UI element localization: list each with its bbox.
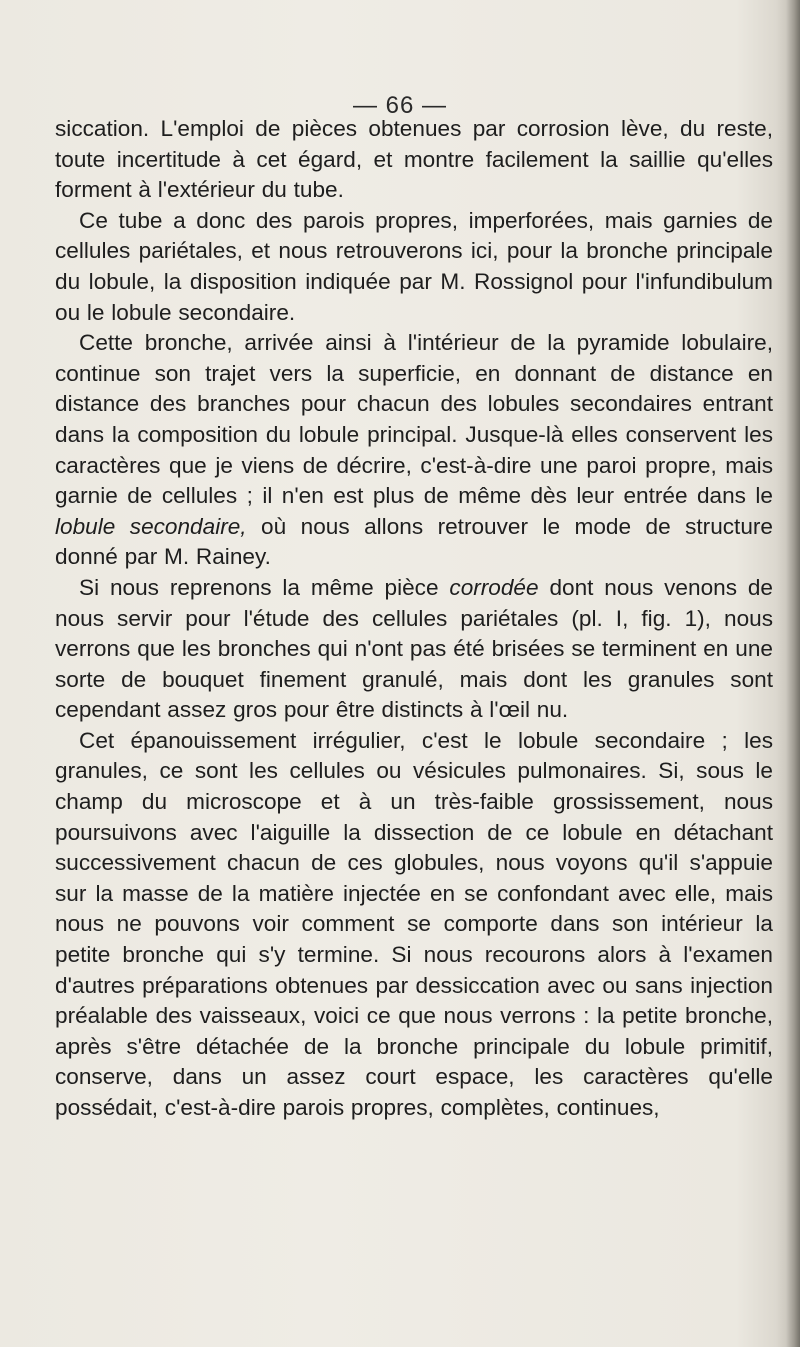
- paragraph-3-text-b: où nous allons retrouver le mode de structure donné par M. Rainey.: [55, 513, 773, 570]
- paragraph-1: siccation. L'emploi de pièces obtenues par corrosion lève, du reste, toute incertitude à cet égard, et montre facilement la saillie qu'elles forment à l'extérieur du tube.: [55, 116, 773, 203]
- paragraph-5: Cet épanouissement irrégulier, c'est le lobule secondaire ; les granules, ce sont les cellules ou vésicules pulmonaires. Si, sous le champ du microscope et à un très-faible grossissement, nous poursuivons avec l'aiguille la dissection de ce lobule en détachant successivement chacun de ces globules, nous voyons qu'il s'appuie sur la masse de la matière injectée en se confondant avec elle, mais nous ne pouvons voir comment se comporte dans son intérieur la petite bronche qui s'y termine. Si nous recourons alors à l'examen d'autres préparations obtenues par dessiccation avec ou sans injection préalable des vaisseaux, voici ce que nous verrons : la petite bronche, après s'être détachée de la bronche principale du lobule primitif, conserve, dans un assez court espace, les caractères qu'elle possédait, c'est-à-dire parois propres, complètes, continues,: [55, 727, 773, 1120]
- paragraph-3-text-a: Cette bronche, arrivée ainsi à l'intérieur de la pyramide lobulaire, continue son trajet vers la superficie, en donnant de distance en distance des branches pour chacun des lobules secondaires entrant dans la composition du lobule principal. Jusque-là elles conservent les caractères que je viens de décrire, c'est-à-dire une paroi propre, mais garnie de cellules ; il n'en est plus de même dès leur entrée dans le: [55, 330, 773, 509]
- page-number: — 66 —: [352, 92, 448, 119]
- page-edge-shadow: [786, 0, 800, 1347]
- paragraph-3: [55, 328, 773, 573]
- paragraph-2: Ce tube a donc des parois propres, imperforées, mais garnies de cellules pariétales, et nous retrouverons ici, pour la bronche principale du lobule, la disposition indiquée par M. Rossignol pour l'infundibulum ou le lobule secondaire.: [55, 207, 773, 325]
- body-text: [55, 114, 773, 1124]
- paragraph-4: [55, 573, 773, 726]
- paragraph-4-italic: corrodée: [449, 574, 539, 600]
- paragraph-3-italic: lobule secondaire,: [55, 513, 247, 539]
- paragraph-4-text-a: Si nous reprenons la même pièce: [79, 574, 450, 600]
- paragraph-4-text-b: dont nous venons de nous servir pour l'étude des cellules pariétales (pl. I, fig. 1), nous verrons que les bronches qui n'ont pas été brisées se terminent en une sorte de bouquet finement granulé, mais dont les granules sont cependant assez gros pour être distincts à l'œil nu.: [55, 574, 773, 723]
